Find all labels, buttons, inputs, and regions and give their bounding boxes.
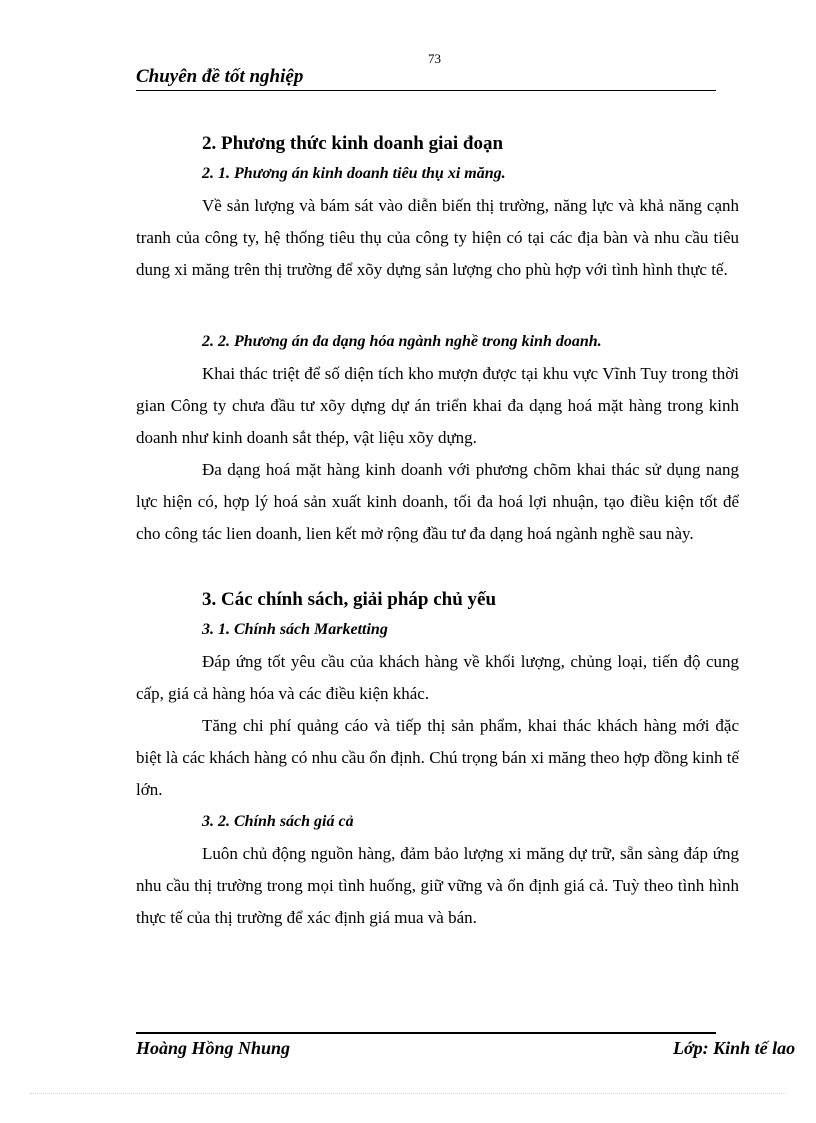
section-2-1-paragraph-1: Về sản lượng và bám sát vào diễn biến thị trường, năng lực và khả năng cạnh tranh của công ty, hệ thống tiêu thụ của công ty hiện có tại các địa bàn và nhu cầu tiêu dung xi măng trên thị trường để xõy dựng sản lượng cho phù hợp với tình hình thực tế. — [136, 196, 739, 279]
section-2-1-heading: 2. 1. Phương án kinh doanh tiêu thụ xi măng. — [202, 165, 506, 182]
section-3-1-heading: 3. 1. Chính sách Marketting — [202, 621, 388, 638]
page-bottom-border — [30, 1093, 786, 1094]
document-header-title: Chuyên đề tốt nghiệp — [136, 66, 304, 87]
footer-divider — [136, 1032, 716, 1034]
section-2-heading: 2. Phương thức kinh doanh giai đoạn — [202, 133, 504, 154]
section-3-2-paragraph-1: Luôn chủ động nguồn hàng, đảm bảo lượng xi măng dự trữ, sẵn sàng đáp ứng nhu cầu thị trường trong mọi tình huống, giữ vững và ổn định giá cả. Tuỳ theo tình hình thực tế của thị trường để xác định giá mua và bán. — [136, 844, 739, 927]
spacer — [136, 550, 739, 586]
header-divider — [136, 90, 716, 91]
section-3-1-paragraph-1: Đáp ứng tốt yêu cầu của khách hàng về khối lượng, chủng loại, tiến độ cung cấp, giá cả hàng hóa và các điều kiện khác. — [136, 652, 739, 703]
spacer — [136, 286, 739, 326]
section-2-2-paragraph-2: Đa dạng hoá mặt hàng kinh doanh với phương chõm khai thác sử dụng nang lực hiện có, hợp lý hoá sản xuất kinh doanh, tối đa hoá lợi nhuận, tạo điều kiện tốt để cho công tác lien doanh, lien kết mở rộng đầu tư đa dạng hoá ngành nghề sau này. — [136, 460, 739, 543]
page-number: 73 — [428, 51, 441, 66]
section-3-2-heading: 3. 2. Chính sách giá cả — [202, 813, 354, 830]
section-3-1-paragraph-2: Tăng chi phí quảng cáo và tiếp thị sản phẩm, khai thác khách hàng mới đặc biệt là các khách hàng có nhu cầu ổn định. Chú trọng bán xi măng theo hợp đồng kinh tế lớn. — [136, 716, 739, 799]
footer-author: Hoàng Hồng Nhung — [136, 1038, 291, 1058]
footer-class: Lớp: Kinh tế lao — [673, 1038, 796, 1058]
section-2-2-paragraph-1: Khai thác triệt để số diện tích kho mượn được tại khu vực Vĩnh Tuy trong thời gian Công ty chưa đầu tư xõy dựng dự án triển khai đa dạng hoá mặt hàng trong kinh doanh như kinh doanh sắt thép, vật liệu xõy dựng. — [136, 364, 739, 447]
section-2-2-heading: 2. 2. Phương án đa dạng hóa ngành nghề trong kinh doanh. — [202, 333, 602, 350]
document-body — [136, 130, 739, 934]
section-3-heading: 3. Các chính sách, giải pháp chủ yếu — [202, 589, 497, 610]
